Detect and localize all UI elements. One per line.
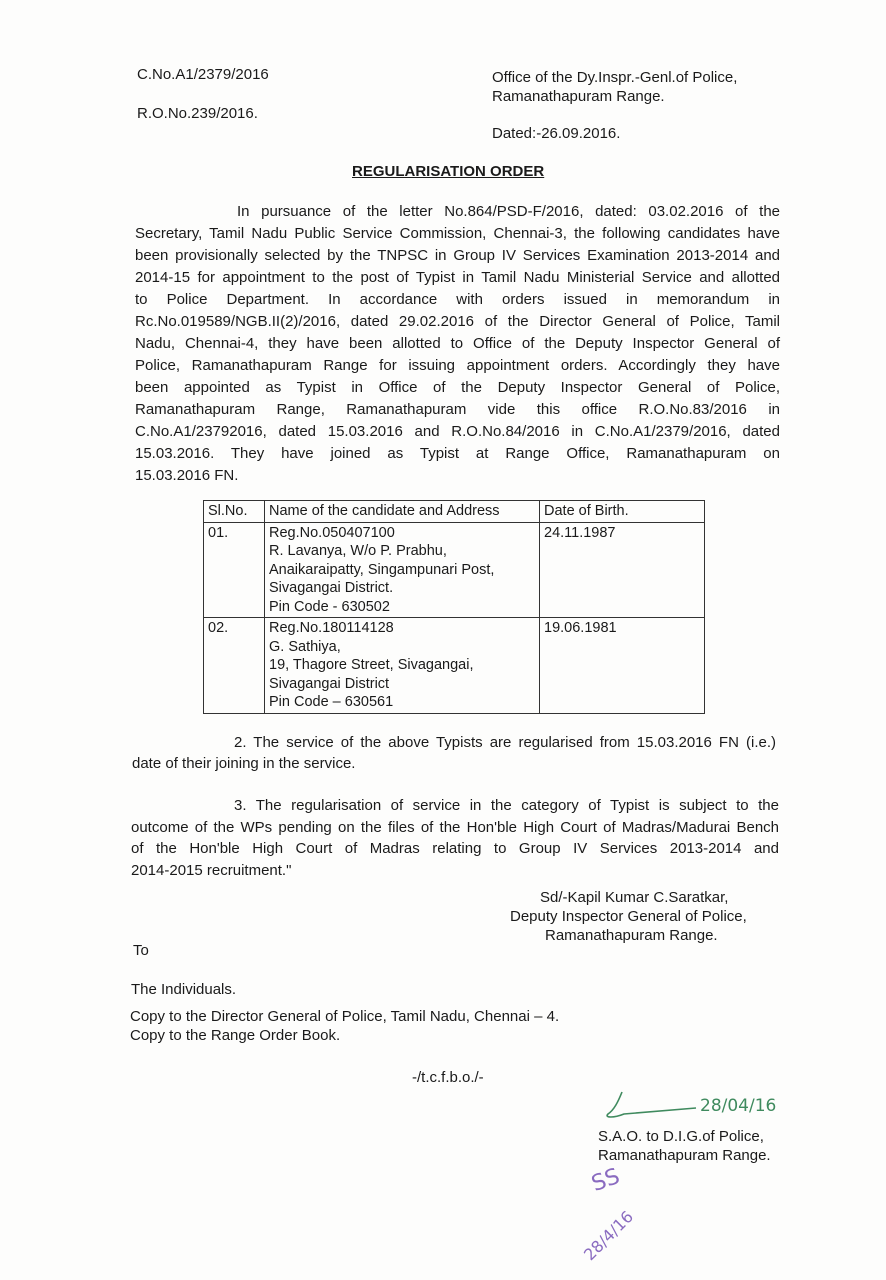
recipient: The Individuals. (131, 981, 237, 998)
dated: Dated:-26.09.2016. (492, 125, 621, 142)
paragraph-line: 2014-2015 recruitment." (131, 862, 292, 880)
paragraph-line: outcome of the WPs pending on the files of the Hon'ble High Court of Madras/Madurai Bench (131, 818, 779, 836)
to-label: To (133, 942, 149, 959)
row-slno: 01. (204, 522, 265, 618)
paragraph-line: Secretary, Tamil Nadu Public Service Commission, Chennai-3, the following candidates have (135, 225, 780, 242)
office-line1: Office of the Dy.Inspr.-Genl.of Police, (492, 69, 738, 86)
district: Sivagangai District. (269, 580, 394, 596)
paragraph-line: Rc.No.019589/NGB.II(2)/2016, dated 29.02.2016 of the Director General of Police, Tamil (135, 313, 780, 330)
signatory-designation: Deputy Inspector General of Police, (510, 908, 747, 925)
row-dob: 19.06.1981 (540, 618, 705, 714)
paragraph-line: Police, Ramanathapuram Range for issuing appointment orders. Accordingly they have (135, 357, 780, 374)
table-row (204, 522, 705, 618)
row-name-address (265, 618, 540, 714)
office-line2: Ramanathapuram Range. (492, 88, 665, 105)
reg-no: Reg.No.050407100 (269, 524, 395, 541)
header-dob: Date of Birth. (540, 501, 705, 523)
pincode: Pin Code – 630561 (269, 694, 394, 710)
green-date: 28/04/16 (700, 1096, 777, 1116)
paragraph-line: date of their joining in the service. (132, 755, 356, 772)
row-dob: 24.11.1987 (540, 522, 705, 618)
header-name: Name of the candidate and Address (265, 501, 540, 523)
signatory-name: Sd/-Kapil Kumar C.Saratkar, (540, 889, 729, 906)
paragraph-line: 15.03.2016 FN. (135, 467, 239, 484)
paragraph-line: C.No.A1/23792016, dated 15.03.2016 and R.O.No.84/2016 in C.No.A1/2379/2016, dated (135, 423, 780, 440)
row-name-address (265, 522, 540, 618)
table-row (204, 618, 705, 714)
purple-date: 28/4/16 (579, 1207, 638, 1265)
paragraph-line: 15.03.2016. They have joined as Typist at Range Office, Ramanathapuram on (135, 445, 780, 462)
tcfbo: -/t.c.f.b.o./- (412, 1069, 484, 1086)
paragraph-line: to Police Department. In accordance with orders issued in memorandum in (135, 291, 780, 308)
paragraph-line: Nadu, Chennai-4, they have been allotted to Office of the Deputy Inspector General of (135, 335, 780, 352)
order-title: REGULARISATION ORDER (352, 163, 545, 180)
copy-1: Copy to the Director General of Police, Tamil Nadu, Chennai – 4. (130, 1008, 560, 1025)
address: Anaikaraipatty, Singampunari Post, (269, 561, 495, 578)
pincode: Pin Code - 630502 (269, 598, 390, 615)
copy-2: Copy to the Range Order Book. (130, 1027, 341, 1044)
table-header-row (204, 501, 705, 523)
c-no: C.No.A1/2379/2016 (137, 66, 269, 83)
paragraph-line: been provisionally selected by the TNPSC in Group IV Services Examination 2013-2014 and (135, 247, 780, 264)
paragraph-line: 2. The service of the above Typists are regularised from 15.03.2016 FN (i.e.) (234, 734, 776, 751)
paragraph-line: 3. The regularisation of service in the category of Typist is subject to the (234, 797, 779, 814)
paragraph-line: In pursuance of the letter No.864/PSD-F/2016, dated: 03.02.2016 of the (237, 203, 780, 220)
district: Sivagangai District (269, 675, 390, 692)
paragraph-line: 2014-15 for appointment to the post of Typist in Tamil Nadu Ministerial Service and allotted (135, 269, 780, 286)
paragraph-line: been appointed as Typist in Office of the Deputy Inspector General of Police, (135, 379, 780, 396)
candidates-table (203, 500, 705, 714)
attestation-line1: S.A.O. to D.I.G.of Police, (598, 1128, 764, 1145)
green-signature (600, 1088, 700, 1120)
header-slno: Sl.No. (204, 501, 265, 523)
attestation-line2: Ramanathapuram Range. (598, 1147, 771, 1164)
reg-no: Reg.No.180114128 (269, 620, 394, 636)
ro-no: R.O.No.239/2016. (137, 105, 258, 122)
paragraph-line: of the Hon'ble High Court of Madras relating to Group IV Services 2013-2014 and (131, 840, 779, 858)
name: G. Sathiya, (269, 638, 341, 655)
signatory-range: Ramanathapuram Range. (545, 927, 718, 944)
address: 19, Thagore Street, Sivagangai, (269, 657, 474, 673)
purple-initials: SS (588, 1164, 624, 1198)
name: R. Lavanya, W/o P. Prabhu, (269, 543, 447, 559)
paragraph-line: Ramanathapuram Range, Ramanathapuram vide this office R.O.No.83/2016 in (135, 401, 780, 418)
row-slno: 02. (204, 618, 265, 714)
